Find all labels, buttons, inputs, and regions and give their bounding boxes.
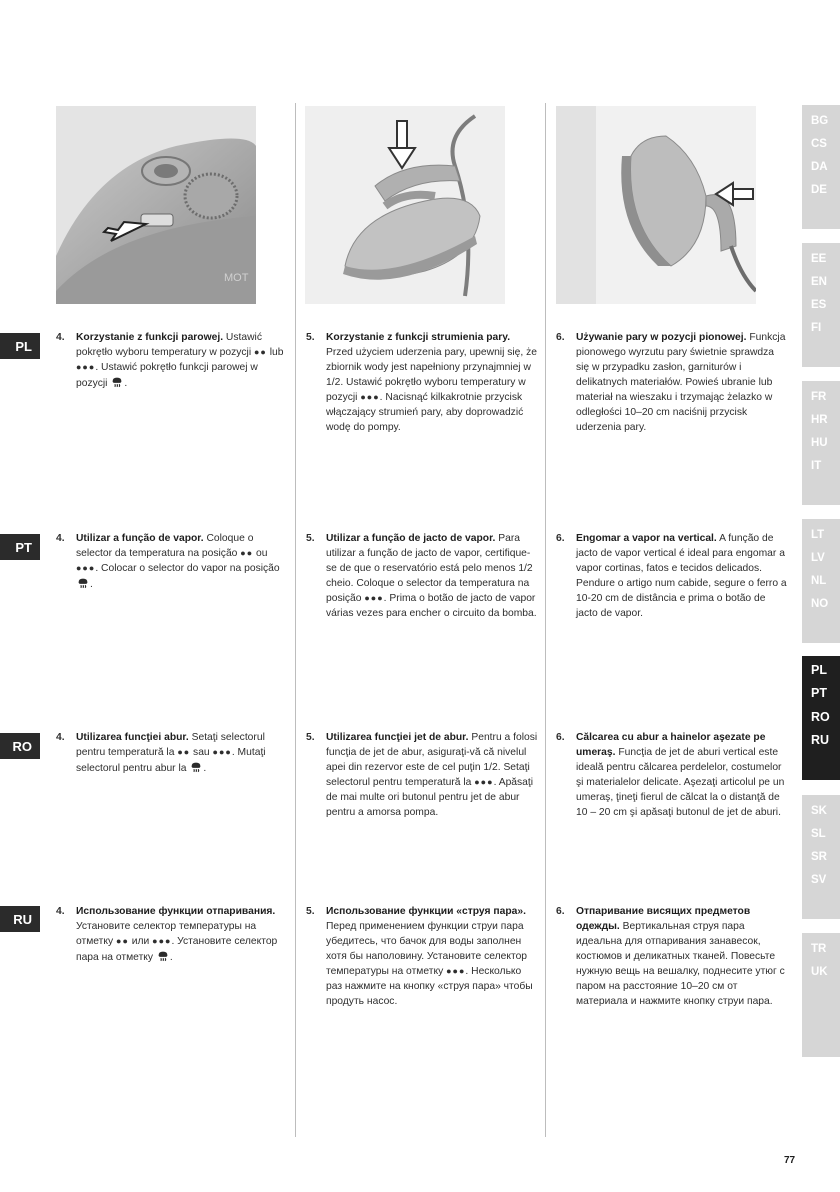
step-text: Перед применением функции струи пара убедитесь, что бачок для воды заполнен хотя бы наполовину. Установите селектор температуры на отметку bbox=[326, 921, 528, 977]
page-number: 77 bbox=[784, 1155, 796, 1166]
language-tab[interactable]: SR bbox=[811, 850, 827, 863]
language-group-7 bbox=[802, 933, 840, 1057]
step-text: Funkcja pionowego wyrzutu pary świetnie sprawdza się w przypadku zasłon, garniturów i delikatnych materiałów. Powieś ubranie lub materiał na wieszaku i trzymając żelazko w odległości 10–20 cm naciśnij przycisk uderzenia pary. bbox=[576, 332, 786, 433]
step-text: sau bbox=[190, 747, 213, 758]
iron-vertical-steam-photo bbox=[556, 106, 756, 304]
step-text: . Установите селектор пара на отметку bbox=[76, 936, 278, 963]
section-6-pl bbox=[556, 330, 788, 435]
step-text: Pentru a folosi funcţia de jet de abur, asiguraţi-vă că nivelul apei din rezervor este de cel puţin 1/2. Setaţi selectorul pentru temperatură la bbox=[326, 732, 538, 788]
language-tab[interactable]: EE bbox=[811, 252, 827, 265]
language-tab[interactable]: SK bbox=[811, 804, 827, 817]
step-text: . bbox=[124, 378, 128, 389]
language-tab[interactable]: DA bbox=[811, 160, 828, 173]
section-5-ro bbox=[306, 730, 538, 820]
section-5-pt bbox=[306, 531, 538, 621]
step-heading: Engomar a vapor na vertical. bbox=[576, 533, 717, 544]
temp-dots-icon: ●● bbox=[253, 347, 267, 357]
step-text: Coloque o selector da temperatura na posição bbox=[76, 533, 254, 559]
language-group-4 bbox=[802, 519, 840, 643]
temp-dots-icon: ●● bbox=[240, 548, 254, 558]
language-group-2 bbox=[802, 243, 840, 367]
step-text: . bbox=[169, 952, 173, 963]
section-4-ru bbox=[56, 904, 288, 965]
temp-dots-icon: ●●● bbox=[446, 966, 466, 976]
step-heading: Korzystanie z funkcji parowej. bbox=[76, 332, 224, 343]
step-text: . Mutaţi selectorul pentru abur la bbox=[76, 747, 266, 774]
iron-temperature-dial-photo bbox=[56, 106, 256, 304]
step-heading: Korzystanie z funkcji strumienia pary. bbox=[326, 332, 511, 343]
step-text: Para utilizar a função de jacto de vapor, certifique-se de que o reservatório está pelo menos 1/2 cheio. Coloque o selector da temperatura na posição bbox=[326, 533, 533, 604]
language-tab[interactable]: EN bbox=[811, 275, 827, 288]
step-number: 4. bbox=[56, 906, 65, 917]
temp-dots-icon: ●●● bbox=[76, 563, 96, 573]
language-label-ro: RO bbox=[0, 733, 40, 759]
step-text: . bbox=[203, 763, 207, 774]
step-text: . Colocar o selector do vapor na posição bbox=[95, 563, 280, 574]
step-number: 4. bbox=[56, 732, 65, 743]
language-tab[interactable]: LT bbox=[811, 528, 825, 541]
step-number: 5. bbox=[306, 332, 315, 343]
language-tab[interactable]: SL bbox=[811, 827, 826, 840]
section-5-pl bbox=[306, 330, 538, 435]
temp-dots-icon: ●●● bbox=[474, 777, 494, 787]
language-label-pt: PT bbox=[0, 534, 40, 560]
step-number: 4. bbox=[56, 332, 65, 343]
language-label-ru: RU bbox=[0, 906, 40, 932]
language-group-1 bbox=[802, 105, 840, 229]
step-text: Установите селектор температуры на отметку bbox=[76, 921, 257, 947]
step-text: Funcţia de jet de aburi vertical este ideală pentru călcarea perdelelor, costumelor şi materialelor delicate. Aşezaţi articolul pe un umeraş, ţineţi fierul de călcat la o distanţă de 10 – 20 cm şi apăsaţi butonul de jet de aburi. bbox=[576, 747, 785, 818]
language-tab[interactable]: LV bbox=[811, 551, 825, 564]
step-text: . Несколько раз нажмите на кнопку «струя пара» чтобы продуть насос. bbox=[326, 966, 533, 1007]
step-number: 6. bbox=[556, 332, 565, 343]
language-tab[interactable]: DE bbox=[811, 183, 827, 196]
step-number: 6. bbox=[556, 906, 565, 917]
language-group-6 bbox=[802, 795, 840, 919]
language-tab[interactable]: HR bbox=[811, 413, 828, 426]
step-number: 5. bbox=[306, 906, 315, 917]
iron-steam-button-photo bbox=[305, 106, 505, 304]
step-number: 4. bbox=[56, 533, 65, 544]
steam-icon bbox=[110, 375, 124, 389]
temp-dots-icon: ●●● bbox=[212, 747, 232, 757]
language-tab[interactable]: FI bbox=[811, 321, 822, 334]
language-tab[interactable]: HU bbox=[811, 436, 828, 449]
step-number: 6. bbox=[556, 533, 565, 544]
temp-dots-icon: ●● bbox=[116, 936, 129, 946]
step-number: 5. bbox=[306, 732, 315, 743]
temp-dots-icon: ●●● bbox=[360, 392, 380, 402]
language-tab[interactable]: UK bbox=[811, 965, 828, 978]
column-divider bbox=[295, 103, 296, 1137]
steam-icon bbox=[76, 576, 90, 590]
step-text: Przed użyciem uderzenia pary, upewnij się, że zbiornik wody jest napełniony przynajmniej w 1/2. Ustawić pokrętło wyboru temperatury w pozycji bbox=[326, 347, 537, 403]
step-text: . Ustawić pokrętło funkcji parowej w pozycji bbox=[76, 362, 258, 389]
section-6-pt bbox=[556, 531, 788, 621]
step-text: lub bbox=[266, 347, 284, 358]
language-tab[interactable]: NO bbox=[811, 597, 829, 610]
section-6-ro bbox=[556, 730, 788, 820]
temp-dots-icon: ●●● bbox=[152, 936, 172, 946]
language-tab[interactable]: CS bbox=[811, 137, 827, 150]
section-4-pt bbox=[56, 531, 288, 592]
column-divider bbox=[545, 103, 546, 1137]
step-text: или bbox=[128, 936, 153, 947]
temp-dots-icon: ●● bbox=[177, 747, 191, 757]
step-number: 5. bbox=[306, 533, 315, 544]
step-heading: Utilizar a função de jacto de vapor. bbox=[326, 533, 496, 544]
language-tab-active[interactable]: RO bbox=[811, 709, 830, 724]
step-heading: Использование функции «струя пара». bbox=[326, 906, 526, 917]
temp-dots-icon: ●●● bbox=[76, 362, 96, 372]
step-number: 6. bbox=[556, 732, 565, 743]
step-heading: Utilizarea funcţiei jet de abur. bbox=[326, 732, 469, 743]
language-group-3 bbox=[802, 381, 840, 505]
language-tab-active[interactable]: PT bbox=[811, 686, 827, 701]
temp-dots-icon: ●●● bbox=[364, 593, 384, 603]
step-heading: Utilizarea funcţiei abur. bbox=[76, 732, 189, 743]
steam-icon bbox=[156, 949, 170, 963]
step-text: Вертикальная струя пара идеальна для отпаривания занавесок, костюмов и деликатных тканей. Повесьте нужную вещь на вешалку, поднесите утюг с паром на расстояние 10–20 см от материала и нажмите кнопку струи пара. bbox=[576, 921, 785, 1007]
step-text: Setaţi selectorul pentru temperatură la bbox=[76, 732, 265, 758]
section-5-ru bbox=[306, 904, 538, 1009]
language-label-pl: PL bbox=[0, 333, 40, 359]
step-heading: Использование функции отпаривания. bbox=[76, 906, 276, 917]
step-text: . Prima o botão de jacto de vapor várias vezes para encher o circuito da bomba. bbox=[326, 593, 537, 619]
language-group-active bbox=[802, 656, 840, 780]
language-tab[interactable]: TR bbox=[811, 942, 827, 955]
language-tab-active[interactable]: PL bbox=[811, 662, 827, 677]
step-text: . bbox=[90, 579, 93, 590]
step-text: Ustawić pokrętło wyboru temperatury w pozycji bbox=[76, 332, 262, 358]
language-tab[interactable]: SV bbox=[811, 873, 827, 886]
step-text: A função de jacto de vapor vertical é ideal para engomar a vapor cortinas, fatos e tecidos delicados. Pendure o artigo num cabide, segure o ferro a 10-20 cm de distância e prima o botão de jacto de vapor. bbox=[576, 533, 787, 619]
language-tab[interactable]: ES bbox=[811, 298, 827, 311]
steam-icon bbox=[189, 760, 203, 774]
step-heading: Călcarea cu abur a hainelor aşezate pe umeraş. bbox=[576, 732, 766, 758]
section-4-pl bbox=[56, 330, 288, 391]
step-heading: Utilizar a função de vapor. bbox=[76, 533, 204, 544]
section-4-ro bbox=[56, 730, 288, 776]
step-heading: Używanie pary w pozycji pionowej. bbox=[576, 332, 747, 343]
language-tab-active[interactable]: RU bbox=[811, 733, 830, 748]
section-6-ru bbox=[556, 904, 788, 1009]
step-text: . Nacisnąć kilkakrotnie przycisk włączający strumień pary, aby doprowadzić wodę do pompy. bbox=[326, 392, 524, 433]
language-tab[interactable]: NL bbox=[811, 574, 827, 587]
language-tab[interactable]: BG bbox=[811, 114, 829, 127]
step-heading: Отпаривание висящих предметов одежды. bbox=[576, 906, 751, 932]
step-text: ou bbox=[253, 548, 268, 559]
language-tab[interactable]: IT bbox=[811, 459, 822, 472]
step-text: . Apăsaţi de mai multe ori butonul pentru jet de abur pentru a amorsa pompa. bbox=[326, 777, 534, 818]
language-tab[interactable]: FR bbox=[811, 390, 827, 403]
brand-text: MOT bbox=[224, 272, 249, 284]
